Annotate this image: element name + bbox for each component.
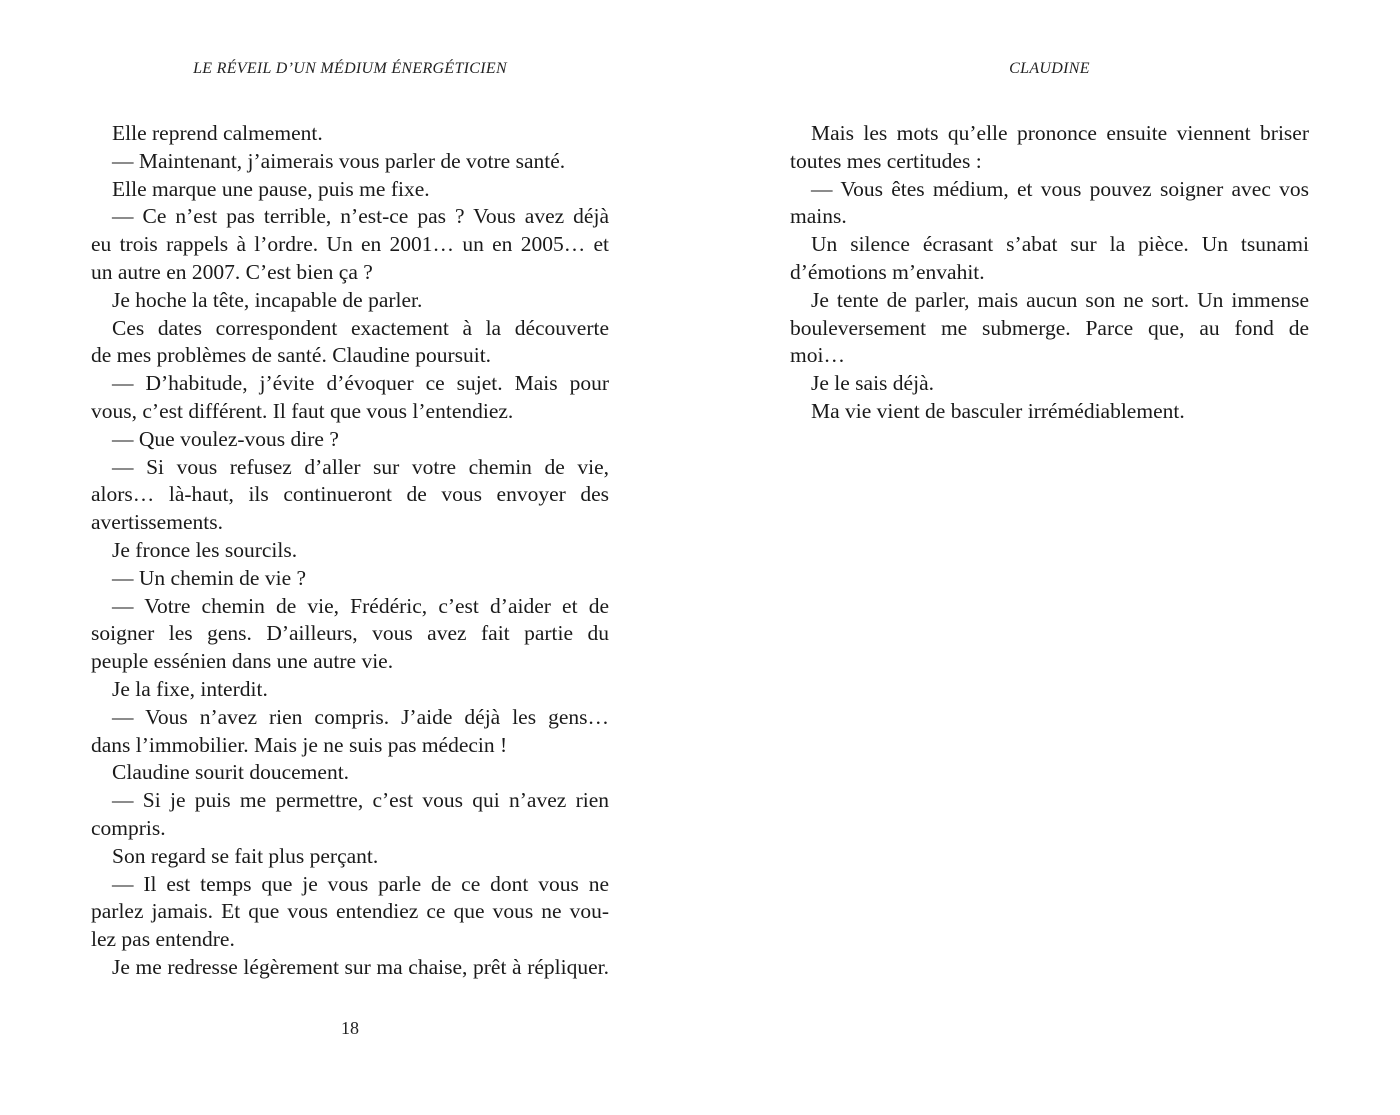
text-line: — Maintenant, j’aimerais vous parler de votre santé. xyxy=(112,148,566,173)
text-line: bouleversement me submerge. Parce que, au fond de xyxy=(790,315,1309,340)
right-page xyxy=(790,0,1309,1115)
text-line: — Que voulez-vous dire ? xyxy=(112,426,339,451)
text-line: Claudine sourit doucement. xyxy=(112,760,350,785)
text-line: parlez jamais. Et que vous entendiez ce que vous ne vou- xyxy=(91,899,609,924)
text-line: — Si je puis me permettre, c’est vous qui n’avez rien xyxy=(112,788,609,813)
text-line: Je fronce les sourcils. xyxy=(112,537,298,562)
text-line: peuple essénien dans une autre vie. xyxy=(91,649,394,674)
text-line: Elle reprend calmement. xyxy=(112,121,323,145)
text-line: Je me redresse légèrement sur ma chaise, prêt à répliquer. xyxy=(112,954,609,979)
text-line: Un silence écrasant s’abat sur la pièce. Un tsunami xyxy=(811,232,1309,257)
text-line: soigner les gens. D’ailleurs, vous avez fait partie du xyxy=(91,621,609,646)
text-line: Ces dates correspondent exactement à la découverte xyxy=(112,315,609,340)
text-line: d’émotions m’envahit. xyxy=(790,259,985,284)
left-page xyxy=(91,0,609,1115)
text-line: Elle marque une pause, puis me fixe. xyxy=(112,176,430,201)
text-line: Mais les mots qu’elle prononce ensuite viennent briser xyxy=(811,121,1309,145)
text-line: un autre en 2007. C’est bien ça ? xyxy=(91,259,373,284)
text-line: compris. xyxy=(91,815,166,840)
right-page-body xyxy=(790,120,1309,426)
text-line: Je la fixe, interdit. xyxy=(112,676,268,701)
text-line: Je le sais déjà. xyxy=(811,371,934,396)
text-line: — Vous n’avez rien compris. J’aide déjà les gens… xyxy=(112,704,609,729)
text-line: — Vous êtes médium, et vous pouvez soigner avec vos xyxy=(811,176,1309,201)
text-line: — D’habitude, j’évite d’évoquer ce sujet. Mais pour xyxy=(112,371,609,396)
text-line: Ma vie vient de basculer irrémédiablement. xyxy=(811,398,1185,423)
text-line: Je tente de parler, mais aucun son ne sort. Un immense xyxy=(811,287,1309,312)
left-page-body xyxy=(91,120,609,982)
page-number: 18 xyxy=(341,1018,359,1038)
text-line: vous, c’est différent. Il faut que vous l’entendiez. xyxy=(91,398,514,423)
text-line: dans l’immobilier. Mais je ne suis pas médecin ! xyxy=(91,732,508,757)
text-line: alors… là-haut, ils continueront de vous envoyer des xyxy=(91,482,609,507)
text-line: — Un chemin de vie ? xyxy=(112,565,307,590)
running-head-book-title: LE RÉVEIL D’UN MÉDIUM ÉNERGÉTICIEN xyxy=(193,60,507,77)
text-line: eu trois rappels à l’ordre. Un en 2001… un en 2005… et xyxy=(91,232,609,257)
text-line: — Votre chemin de vie, Frédéric, c’est d’aider et de xyxy=(112,593,609,618)
text-line: Son regard se fait plus perçant. xyxy=(112,843,379,868)
text-line: — Si vous refusez d’aller sur votre chemin de vie, xyxy=(112,454,609,479)
text-line: avertissements. xyxy=(91,510,223,535)
text-line: de mes problèmes de santé. Claudine poursuit. xyxy=(91,343,492,368)
text-line: moi… xyxy=(790,343,845,368)
text-line: — Il est temps que je vous parle de ce dont vous ne xyxy=(112,871,609,896)
running-head-chapter-title: CLAUDINE xyxy=(1009,60,1090,77)
text-line: — Ce n’est pas terrible, n’est-ce pas ? Vous avez déjà xyxy=(112,204,609,229)
text-line: Je hoche la tête, incapable de parler. xyxy=(112,287,423,312)
text-line: mains. xyxy=(790,204,847,229)
text-line: toutes mes certitudes : xyxy=(790,148,982,173)
text-line: lez pas entendre. xyxy=(91,927,235,952)
